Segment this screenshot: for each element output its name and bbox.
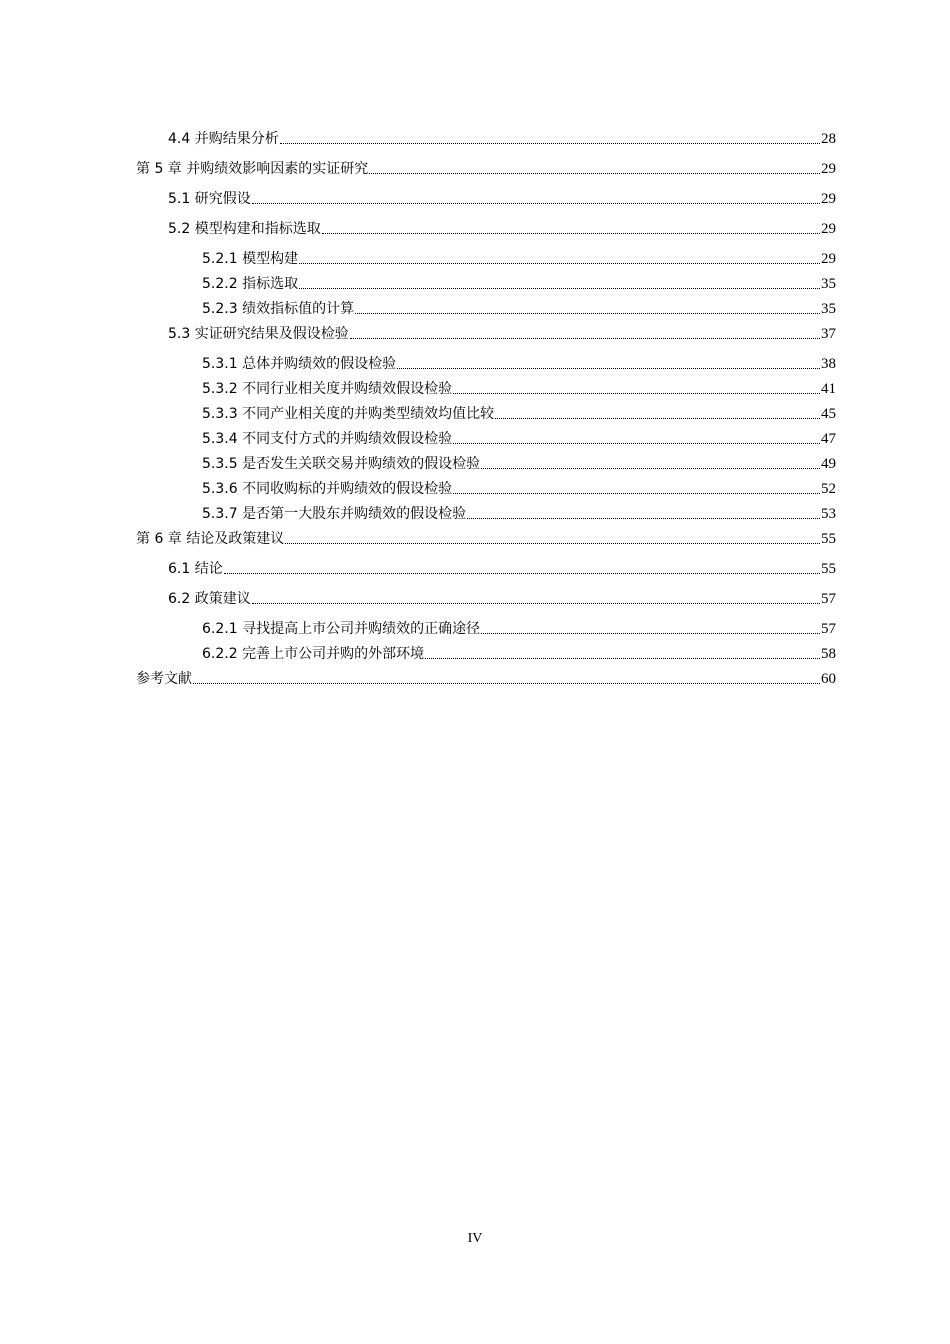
toc-entry[interactable] (0, 188, 836, 208)
dot-leader (425, 658, 820, 659)
page-number: IV (467, 1231, 483, 1246)
toc-entry[interactable] (0, 248, 836, 268)
toc-entry-page: 60 (821, 671, 836, 687)
toc-entry-label: 第 5 章 并购绩效影响因素的实证研究 (136, 161, 369, 177)
toc-entry[interactable] (0, 643, 836, 663)
toc-entry-page: 57 (821, 591, 836, 607)
dot-leader (453, 393, 820, 394)
dot-leader (285, 543, 820, 544)
toc-entry-page: 49 (821, 456, 836, 472)
toc-entry-page: 35 (821, 301, 836, 317)
toc-entry-label: 5.2 模型构建和指标选取 (168, 221, 321, 237)
dot-leader (453, 443, 820, 444)
toc-entry[interactable] (0, 158, 836, 178)
toc-entry[interactable] (0, 558, 836, 578)
toc-entry-label: 6.2.1 寻找提高上市公司并购绩效的正确途径 (202, 621, 481, 637)
toc-entry[interactable] (0, 353, 836, 373)
dot-leader (252, 203, 820, 204)
toc-entry-page: 28 (821, 131, 836, 147)
toc-entry[interactable] (0, 403, 836, 423)
toc-entry-page: 37 (821, 326, 836, 342)
toc-entry-page: 29 (821, 251, 836, 267)
toc-entry-page: 55 (821, 531, 836, 547)
toc-entry-label: 5.1 研究假设 (168, 191, 251, 207)
dot-leader (350, 338, 820, 339)
toc-entry-label: 5.3.1 总体并购绩效的假设检验 (202, 356, 397, 372)
dot-leader (322, 233, 820, 234)
toc-entry-page: 29 (821, 191, 836, 207)
toc-entry-label: 5.2.1 模型构建 (202, 251, 299, 267)
toc-entry-label: 5.3.4 不同支付方式的并购绩效假设检验 (202, 431, 453, 447)
toc-entry[interactable] (0, 478, 836, 498)
dot-leader (467, 518, 820, 519)
toc-entry-label: 5.3.2 不同行业相关度并购绩效假设检验 (202, 381, 453, 397)
toc-entry-label: 5.3.3 不同产业相关度的并购类型绩效均值比较 (202, 406, 495, 422)
toc-entry-label: 5.3.6 不同收购标的并购绩效的假设检验 (202, 481, 453, 497)
toc-entry-label: 第 6 章 结论及政策建议 (136, 531, 285, 547)
dot-leader (193, 683, 820, 684)
toc-entry[interactable] (0, 453, 836, 473)
toc-entry[interactable] (0, 503, 836, 523)
toc-entry[interactable] (0, 588, 836, 608)
dot-leader (495, 418, 820, 419)
dot-leader (481, 468, 820, 469)
toc-entry-label: 5.3 实证研究结果及假设检验 (168, 326, 349, 342)
toc-entry[interactable] (0, 528, 836, 548)
toc-entry[interactable] (0, 428, 836, 448)
dot-leader (224, 573, 820, 574)
toc-entry-label: 5.2.2 指标选取 (202, 276, 299, 292)
dot-leader (355, 313, 820, 314)
toc-entry-label: 6.2 政策建议 (168, 591, 251, 607)
toc-entry-page: 35 (821, 276, 836, 292)
toc-entry-label: 5.3.7 是否第一大股东并购绩效的假设检验 (202, 506, 467, 522)
toc-entry-label: 5.3.5 是否发生关联交易并购绩效的假设检验 (202, 456, 481, 472)
toc-entry[interactable] (0, 668, 836, 688)
dot-leader (453, 493, 820, 494)
toc-entry[interactable] (0, 128, 836, 148)
toc-entry-page: 58 (821, 646, 836, 662)
toc-entry-page: 57 (821, 621, 836, 637)
toc-entry-label: 6.1 结论 (168, 561, 223, 577)
toc-entry-page: 45 (821, 406, 836, 422)
toc-entry-page: 47 (821, 431, 836, 447)
toc-entry-label: 5.2.3 绩效指标值的计算 (202, 301, 355, 317)
toc-entry[interactable] (0, 323, 836, 343)
toc-entry-page: 29 (821, 161, 836, 177)
toc-entry-page: 52 (821, 481, 836, 497)
toc-entry-page: 29 (821, 221, 836, 237)
toc-entry-page: 53 (821, 506, 836, 522)
dot-leader (397, 368, 820, 369)
toc-entry[interactable] (0, 273, 836, 293)
toc-entry-label: 参考文献 (136, 671, 192, 687)
toc-entry-label: 4.4 并购结果分析 (168, 131, 279, 147)
dot-leader (280, 143, 820, 144)
dot-leader (252, 603, 820, 604)
toc-entry[interactable] (0, 298, 836, 318)
dot-leader (481, 633, 820, 634)
toc-entry[interactable] (0, 618, 836, 638)
toc-entry-page: 55 (821, 561, 836, 577)
toc-entry-label: 6.2.2 完善上市公司并购的外部环境 (202, 646, 425, 662)
dot-leader (299, 288, 820, 289)
toc-entry-page: 41 (821, 381, 836, 397)
dot-leader (299, 263, 820, 264)
toc-entry[interactable] (0, 378, 836, 398)
toc-entry[interactable] (0, 218, 836, 238)
dot-leader (369, 173, 820, 174)
toc-entry-page: 38 (821, 356, 836, 372)
